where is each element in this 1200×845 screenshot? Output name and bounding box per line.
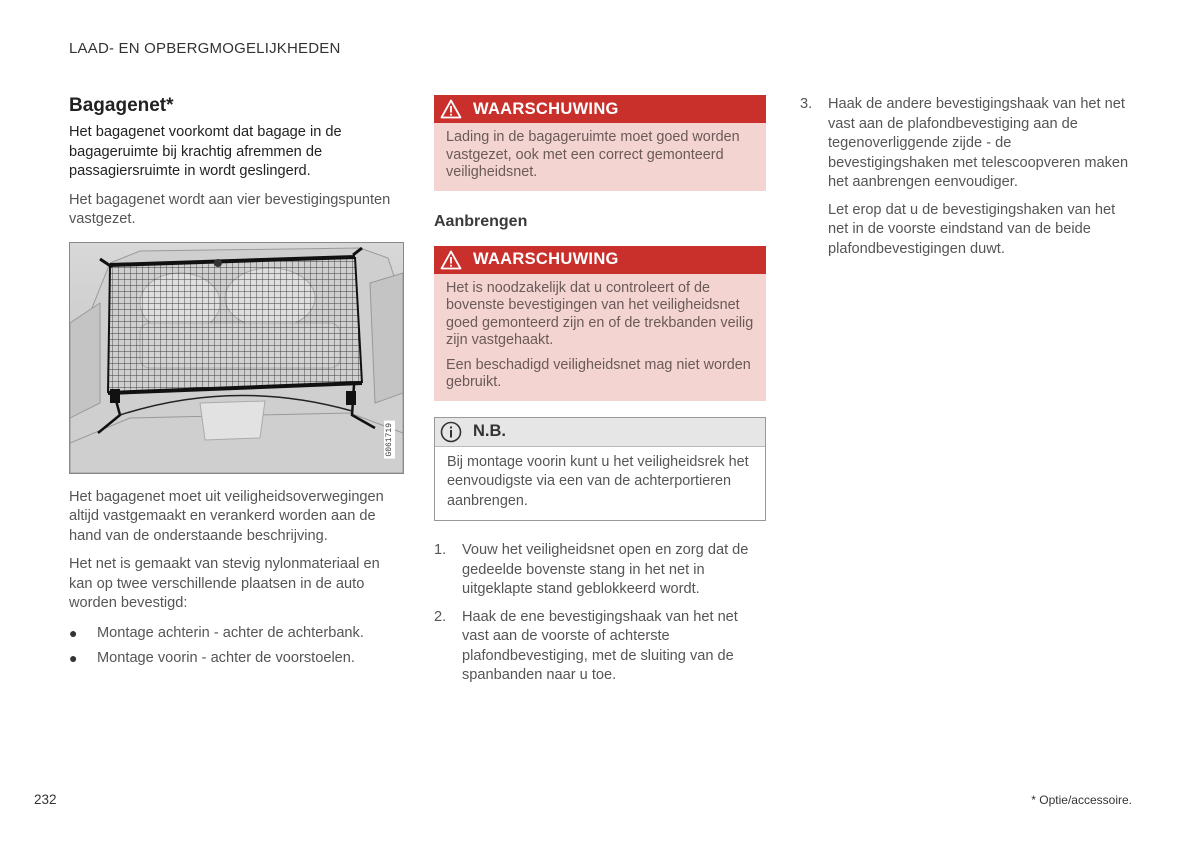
right-column [800, 95, 1132, 268]
warning-box-cargo [434, 95, 766, 191]
section-subheading: Aanbrengen [434, 212, 528, 230]
left-column [69, 95, 404, 675]
step-text: Haak de andere bevestigingshaak van het net vast aan de plafondbevestiging aan de tegenoverliggende zijde - de bevestigingshaken met telescoopveren maken het aanbrengen eenvoudiger. [828, 96, 1129, 190]
step-text: Vouw het veiligheidsnet open en zorg dat de gedeelde bovenste stang in het net in uitgeklapte stand geblokkeerd wordt. [462, 542, 749, 597]
warning-body [434, 274, 766, 401]
step-note: Let erop dat u de bevestigingshaken van het net in de voorste eindstand van de beide plafondbevestigingen duwt. [828, 201, 1116, 257]
mounting-options-list [69, 624, 404, 669]
warning-box-attachment [434, 246, 766, 401]
step-item [800, 95, 1132, 193]
step-item [434, 608, 766, 686]
lead-paragraph: Het bagagenet voorkomt dat bagage in de bagageruimte bij krachtig afremmen de passagiersruimte in wordt geslingerd. [69, 124, 342, 179]
warning-text: Lading in de bagageruimte moet goed worden vastgezet, ook met een correct gemonteerd veiligheidsnet. [446, 129, 740, 180]
warning-label: WAARSCHUWING [473, 99, 619, 118]
page-number: 232 [34, 792, 57, 807]
list-item [69, 624, 404, 644]
footnote: * Optie/accessoire. [1031, 793, 1132, 807]
warning-body [434, 123, 766, 191]
figure-code: G061719 [385, 422, 394, 457]
page-title: Bagagenet* [69, 95, 174, 116]
warning-triangle-icon [440, 99, 462, 119]
step-number: 2. [434, 608, 447, 625]
luggage-net-illustration [69, 242, 404, 474]
installation-steps [434, 541, 766, 686]
luggage-net-image [70, 243, 403, 473]
list-item-text: Montage achterin - achter de achterbank. [97, 624, 364, 641]
list-item [69, 649, 404, 669]
warning-triangle-icon [440, 250, 462, 270]
step-number: 3. [800, 96, 813, 112]
paragraph-safety: Het bagagenet moet uit veiligheidsoverwegingen altijd vastgemaakt en verankerd worden aan de hand van de onderstaande beschrijving. [69, 488, 384, 544]
info-icon [440, 421, 462, 443]
paragraph-material: Het net is gemaakt van stevig nylonmateriaal en kan op twee verschillende plaatsen in de auto worden bevestigd: [69, 556, 380, 611]
warning-text: Een beschadigd veiligheidsnet mag niet worden gebruikt. [446, 356, 751, 390]
list-item-text: Montage voorin - achter de voorstoelen. [97, 650, 355, 666]
note-box [434, 417, 766, 522]
warning-text: Het is noodzakelijk dat u controleert of de bovenste bevestigingen van het veiligheidsnet goed gemonteerd zijn en of de trekbanden veilig zijn vastgehaakt. [446, 279, 754, 348]
bullet-icon: ● [69, 624, 78, 641]
note-header [435, 418, 765, 447]
note-label: N.B. [473, 422, 506, 440]
paragraph-attach-points: Het bagagenet wordt aan vier bevestigingspunten vastgezet. [69, 191, 391, 227]
middle-column [434, 95, 766, 694]
installation-steps-continued [800, 95, 1132, 193]
bullet-icon: ● [69, 650, 78, 666]
step-number: 1. [434, 542, 447, 558]
warning-header [434, 246, 766, 274]
section-header: LAAD- EN OPBERGMOGELIJKHEDEN [69, 40, 341, 57]
step-item [434, 541, 766, 600]
warning-header [434, 95, 766, 123]
note-body [435, 447, 765, 521]
warning-label: WAARSCHUWING [473, 250, 619, 268]
note-text: Bij montage voorin kunt u het veiligheidsrek het eenvoudigste via een van de achterportieren aanbrengen. [447, 453, 749, 509]
step-text: Haak de ene bevestigingshaak van het net vast aan de voorste of achterste plafondbevestiging, met de sluiting van de spanbanden naar u toe. [462, 608, 738, 683]
